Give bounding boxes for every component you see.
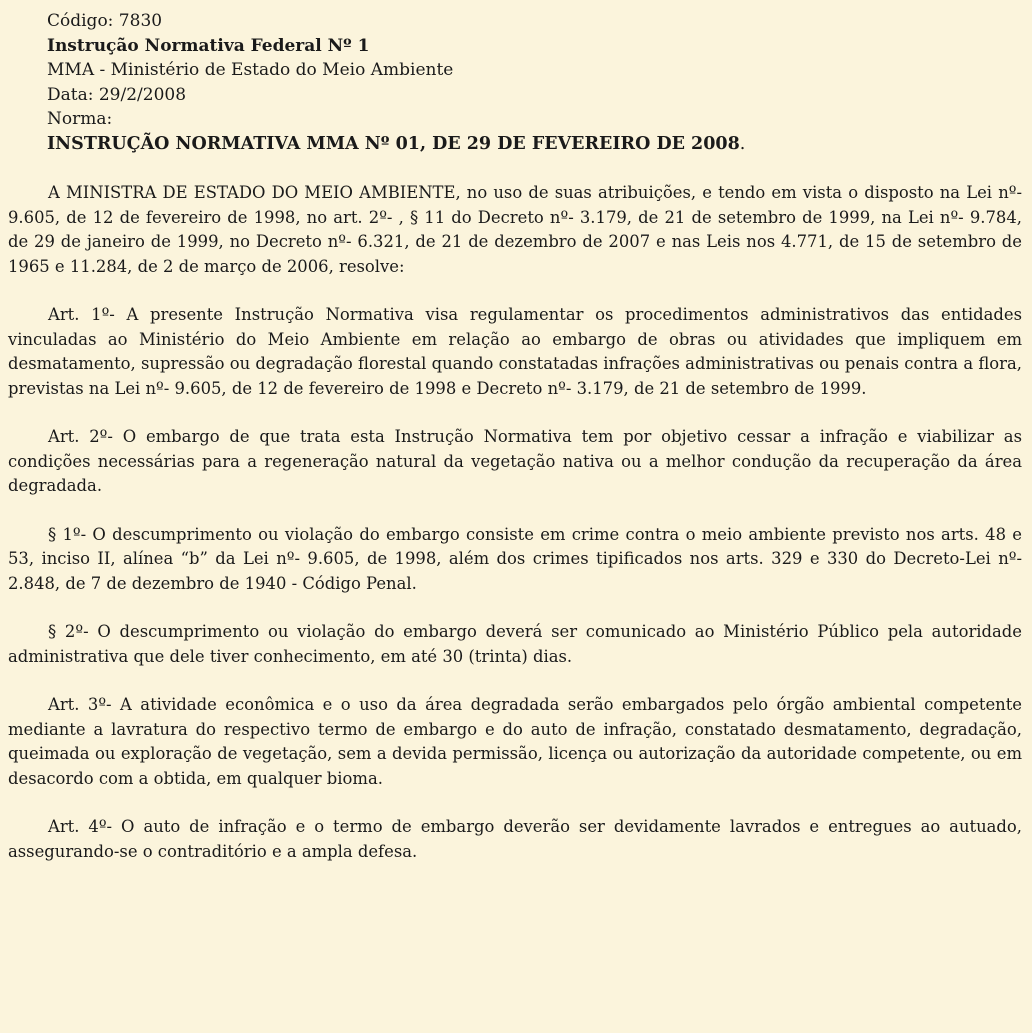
data-line: Data: 29/2/2008 <box>47 84 187 105</box>
paragraph-art-4: Art. 4º- O auto de infração e o termo de embargo deverão ser devidamente lavrados e entregues ao autuado, assegurando-se o contraditório e a ampla defesa. <box>8 817 1022 861</box>
orgao-line: MMA - Ministério de Estado do Meio Ambiente <box>47 60 454 80</box>
paragraph-art-2-par-2: § 2º- O descumprimento ou violação do embargo deverá ser comunicado ao Ministério Público pela autoridade administrativa que dele tiver conhecimento, em até 30 (trinta) dias. <box>8 622 1022 666</box>
codigo-line: Código: 7830 <box>47 11 163 31</box>
norma-title-suffix: . <box>739 133 746 154</box>
instrucao-normativa-heading: Instrução Normativa Federal Nº 1 <box>47 35 370 56</box>
paragraph-art-2: Art. 2º- O embargo de que trata esta Instrução Normativa tem por objetivo cessar a infração e viabilizar as condições necessárias para a regeneração natural da vegetação nativa ou a melhor condução da recuperação da área degradada. <box>8 427 1022 495</box>
norma-label: Norma: <box>47 109 113 129</box>
paragraph-art-2-par-1: § 1º- O descumprimento ou violação do embargo consiste em crime contra o meio ambiente previsto nos arts. 48 e 53, inciso II, alínea “b” da Lei nº- 9.605, de 1998, além dos crimes tipificados nos arts. 329 e 330 do Decreto-Lei nº- 2.848, de 7 de dezembro de 1940 - Código Penal. <box>8 524 1022 593</box>
norma-title-line <box>47 132 1022 157</box>
paragraph-art-3: Art. 3º- A atividade econômica e o uso da área degradada serão embargados pelo órgão ambiental competente mediante a lavratura do respectivo termo de embargo e do auto de infração, constatado desmatamento, degradação, queimada ou exploração de vegetação, sem a devida permissão, licença ou autorização da autoridade competente, ou em desacordo com a obtida, em qualquer bioma. <box>8 695 1022 788</box>
paragraph-preamble: A MINISTRA DE ESTADO DO MEIO AMBIENTE, no uso de suas atribuições, e tendo em vista o disposto na Lei nº- 9.605, de 12 de fevereiro de 1998, no art. 2º- , § 11 do Decreto nº- 3.179, de 21 de setembro de 1999, na Lei nº- 9.784, de 29 de janeiro de 1999, no Decreto nº- 6.321, de 21 de dezembro de 2007 e nas Leis nos 4.771, de 15 de setembro de 1965 e 11.284, de 2 de março de 2006, resolve: <box>8 183 1022 276</box>
document-body <box>8 181 1022 864</box>
paragraph-art-1: Art. 1º- A presente Instrução Normativa visa regulamentar os procedimentos administrativos das entidades vinculadas ao Ministério do Meio Ambiente em relação ao embargo de obras ou atividades que impliquem em desmatamento, supressão ou degradação florestal quando constatadas infrações administrativas ou penais contra a flora, previstas na Lei nº- 9.605, de 12 de fevereiro de 1998 e Decreto nº- 3.179, de 21 de setembro de 1999. <box>8 305 1022 398</box>
norma-title: INSTRUÇÃO NORMATIVA MMA Nº 01, DE 29 DE FEVEREIRO DE 2008 <box>47 133 740 154</box>
document-header <box>8 9 1022 156</box>
